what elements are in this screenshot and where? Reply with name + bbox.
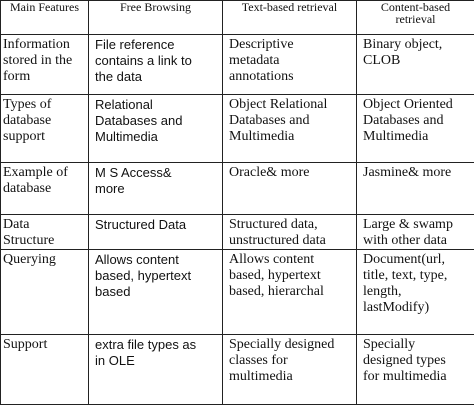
content-based-cell: Specially designed types for multimedia xyxy=(357,335,474,405)
content-based-cell: Object Oriented Databases and Multimedia xyxy=(357,95,474,163)
feature-cell: Information stored in the form xyxy=(1,35,89,95)
header-text-based-retrieval: Text-based retrieval xyxy=(223,1,357,35)
text-based-cell: Object Relational Databases and Multimedia xyxy=(223,95,357,163)
header-content-based-retrieval: Content-based retrieval xyxy=(357,1,474,35)
text-based-cell: Structured data, unstructured data xyxy=(223,215,357,250)
free-browsing-cell: extra file types as in OLE xyxy=(89,335,223,405)
feature-cell: Example of database xyxy=(1,163,89,215)
header-free-browsing: Free Browsing xyxy=(89,1,223,35)
feature-cell: Data Structure xyxy=(1,215,89,250)
content-based-cell: Large & swamp with other data xyxy=(357,215,474,250)
table-row xyxy=(1,95,474,163)
text-based-cell: Oracle& more xyxy=(223,163,357,215)
text-based-cell: Descriptive metadata annotations xyxy=(223,35,357,95)
free-browsing-cell: Structured Data xyxy=(89,215,223,250)
content-based-cell: Document(url, title, text, type, length, lastModify) xyxy=(357,250,474,335)
text-based-cell: Specially designed classes for multimedia xyxy=(223,335,357,405)
text-based-cell: Allows content based, hypertext based, hierarchal xyxy=(223,250,357,335)
table-row xyxy=(1,35,474,95)
feature-cell: Types of database support xyxy=(1,95,89,163)
feature-cell: Querying xyxy=(1,250,89,335)
content-based-cell: Binary object, CLOB xyxy=(357,35,474,95)
free-browsing-cell: File reference contains a link to the data xyxy=(89,35,223,95)
free-browsing-cell: M S Access& more xyxy=(89,163,223,215)
table-row xyxy=(1,215,474,250)
table-row xyxy=(1,335,474,405)
free-browsing-cell: Relational Databases and Multimedia xyxy=(89,95,223,163)
feature-cell: Support xyxy=(1,335,89,405)
header-row xyxy=(1,1,474,35)
header-main-features: Main Features xyxy=(1,1,89,35)
free-browsing-cell: Allows content based, hypertext based xyxy=(89,250,223,335)
table-row xyxy=(1,163,474,215)
content-based-cell: Jasmine& more xyxy=(357,163,474,215)
table-row xyxy=(1,250,474,335)
